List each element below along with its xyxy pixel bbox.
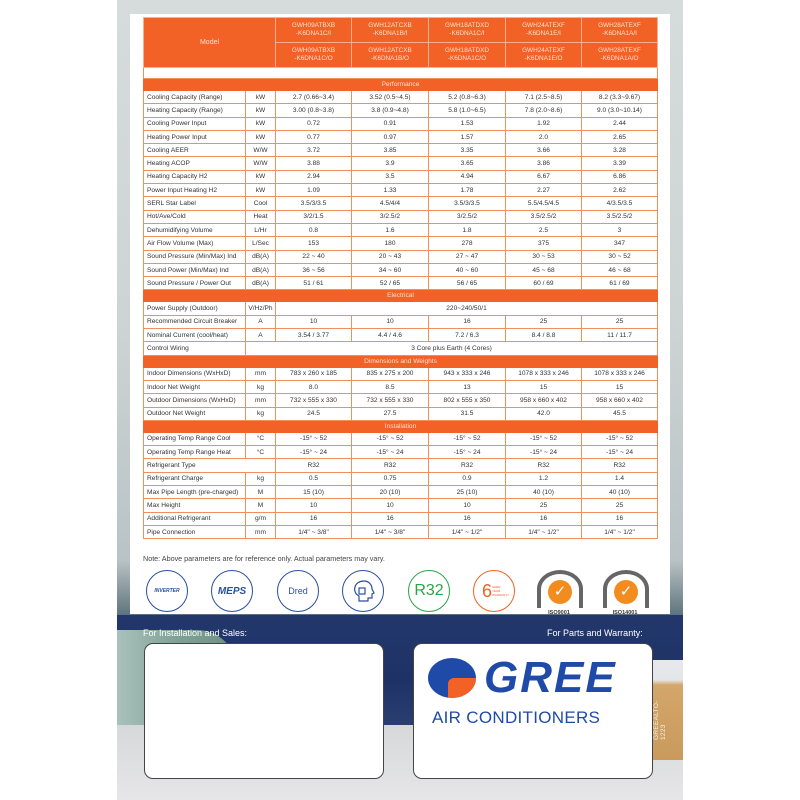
spanned-value: 220~240/50/1 [276, 302, 658, 315]
parts-warranty-label: For Parts and Warranty: [547, 628, 643, 638]
spanned-value: 3 Core plus Earth (4 Cores) [246, 342, 658, 355]
value-cell: 15 [506, 380, 582, 393]
row-label: Heating Capacity H2 [144, 170, 246, 183]
value-cell: 1.92 [506, 117, 582, 130]
table-row [144, 512, 658, 525]
value-cell: 25 [506, 499, 582, 512]
value-cell: 45.5 [582, 407, 658, 420]
value-cell: 5.5/4.5/4.5 [506, 197, 582, 210]
brochure-page [117, 0, 683, 800]
brand-logo-box [413, 643, 653, 779]
section-title: Dimensions and Weights [144, 355, 658, 367]
value-cell: 3.00 (0.8~3.8) [276, 104, 352, 117]
value-cell: 7.1 (2.5~8.5) [506, 91, 582, 104]
blank-row [144, 68, 658, 79]
value-cell: 4.5/4/4 [352, 197, 429, 210]
row-label: Heating Capacity (Range) [144, 104, 246, 117]
row-unit: dB(A) [246, 263, 276, 276]
value-cell: 783 x 260 x 185 [276, 367, 352, 380]
value-cell: 16 [506, 512, 582, 525]
value-cell: 7.2 / 6.3 [429, 329, 506, 342]
indoor-model-cell: GWH09ATBXB -K6DNA1C/I [276, 18, 352, 43]
row-label: Max Height [144, 499, 246, 512]
model-row-indoor [144, 18, 658, 43]
value-cell: 1/4" ~ 1/2" [429, 525, 506, 538]
row-label: Operating Temp Range Heat [144, 446, 246, 459]
value-cell: 13 [429, 380, 506, 393]
value-cell: 15 (10) [276, 486, 352, 499]
row-label: Sound Power (Min/Max) Ind [144, 263, 246, 276]
value-cell: 3.65 [429, 157, 506, 170]
table-row [144, 117, 658, 130]
table-row [144, 263, 658, 276]
section-title: Electrical [144, 290, 658, 302]
value-cell: 27 ~ 47 [429, 250, 506, 263]
value-cell: 2.62 [582, 184, 658, 197]
row-unit: W/W [246, 157, 276, 170]
checkmark-icon: ✓ [614, 580, 638, 604]
value-cell: 1/4" ~ 3/8" [276, 525, 352, 538]
value-cell: 8.5 [352, 380, 429, 393]
model-label: Model [144, 18, 276, 68]
row-label: Nominal Current (cool/heat) [144, 329, 246, 342]
value-cell: 10 [429, 499, 506, 512]
value-cell: 22 ~ 40 [276, 250, 352, 263]
value-cell: 3.85 [352, 144, 429, 157]
value-cell: 3.5/3/3.5 [429, 197, 506, 210]
row-unit: mm [246, 367, 276, 380]
row-unit: kW [246, 91, 276, 104]
brand-tagline: AIR CONDITIONERS [432, 708, 601, 727]
gree-logo-mark-icon [428, 658, 476, 698]
row-label: Recommended Circuit Breaker [144, 315, 246, 328]
value-cell: 1.53 [429, 117, 506, 130]
value-cell: 2.27 [506, 184, 582, 197]
row-unit: mm [246, 525, 276, 538]
value-cell: 27.5 [352, 407, 429, 420]
row-unit: °C [246, 432, 276, 445]
value-cell: 1.57 [429, 130, 506, 143]
certification-badges [143, 570, 663, 620]
table-row [144, 144, 658, 157]
row-unit: kW [246, 130, 276, 143]
value-cell: 56 / 65 [429, 277, 506, 290]
row-unit: mm [246, 394, 276, 407]
meps-icon: MEPS [211, 570, 253, 612]
outdoor-model-cell: GWH18ATDXD -K6DNA1C/O [429, 43, 506, 68]
value-cell: 31.5 [429, 407, 506, 420]
row-label: Pipe Connection [144, 525, 246, 538]
table-row [144, 197, 658, 210]
r32-icon: R32 [408, 570, 450, 612]
row-label: Indoor Net Weight [144, 380, 246, 393]
blank-cell [144, 68, 658, 79]
value-cell: 60 / 69 [506, 277, 582, 290]
row-unit: L/Hr [246, 223, 276, 236]
value-cell: 1.4 [582, 472, 658, 485]
value-cell: 46 ~ 68 [582, 263, 658, 276]
inverter-icon: INVERTER [146, 570, 188, 612]
value-cell: 16 [352, 512, 429, 525]
row-label: Cooling Capacity (Range) [144, 91, 246, 104]
smart-chip-head-icon [342, 570, 384, 612]
value-cell: 347 [582, 237, 658, 250]
row-unit: V/Hz/Ph [246, 302, 276, 315]
row-unit: kW [246, 104, 276, 117]
section-title: Performance [144, 79, 658, 91]
table-row [144, 170, 658, 183]
checkmark-icon: ✓ [548, 580, 572, 604]
value-cell: 1.09 [276, 184, 352, 197]
value-cell: R32 [429, 459, 506, 472]
value-cell: 0.97 [352, 130, 429, 143]
table-row [144, 446, 658, 459]
value-cell: 16 [429, 315, 506, 328]
table-row [144, 237, 658, 250]
table-row [144, 342, 658, 355]
value-cell: 9.0 (3.0~10.14) [582, 104, 658, 117]
row-label: Additional Refrigerant [144, 512, 246, 525]
value-cell: 3.39 [582, 157, 658, 170]
row-unit: M [246, 486, 276, 499]
value-cell: 278 [429, 237, 506, 250]
value-cell: 732 x 555 x 330 [352, 394, 429, 407]
row-unit: Cool [246, 197, 276, 210]
value-cell: 2.65 [582, 130, 658, 143]
value-cell: 40 ~ 60 [429, 263, 506, 276]
installer-contact-box [144, 643, 384, 779]
value-cell: 1.8 [429, 223, 506, 236]
table-row [144, 407, 658, 420]
row-label: Cooling Power Input [144, 117, 246, 130]
document-code: GREEALTO-1223 [653, 700, 667, 740]
value-cell: 0.5 [276, 472, 352, 485]
value-cell: 45 ~ 68 [506, 263, 582, 276]
value-cell: 1.2 [506, 472, 582, 485]
row-unit: A [246, 329, 276, 342]
value-cell: 0.8 [276, 223, 352, 236]
table-row [144, 91, 658, 104]
value-cell: 3.5/3/3.5 [276, 197, 352, 210]
value-cell: -15° ~ 52 [582, 432, 658, 445]
value-cell: 8.2 (3.3~9.67) [582, 91, 658, 104]
row-label: Refrigerant Type [144, 459, 276, 472]
table-row [144, 525, 658, 538]
indoor-model-cell: GWH12ATCXB -K6DNA1B/I [352, 18, 429, 43]
value-cell: 3.86 [506, 157, 582, 170]
value-cell: 20 (10) [352, 486, 429, 499]
value-cell: 180 [352, 237, 429, 250]
value-cell: 25 [582, 315, 658, 328]
row-label: Max Pipe Length (pre-charged) [144, 486, 246, 499]
outdoor-model-cell: GWH28ATEXF -K6DNA1A/O [582, 43, 658, 68]
table-row [144, 472, 658, 485]
value-cell: 10 [352, 315, 429, 328]
row-label: Dehumidifying Volume [144, 223, 246, 236]
value-cell: -15° ~ 24 [276, 446, 352, 459]
row-unit: kg [246, 407, 276, 420]
value-cell: 1/4" ~ 3/8" [352, 525, 429, 538]
indoor-model-cell: GWH24ATEXF -K6DNA1E/I [506, 18, 582, 43]
row-label: Operating Temp Range Cool [144, 432, 246, 445]
value-cell: -15° ~ 24 [352, 446, 429, 459]
sgs-iso9001-badge: ✓ ISO9001 [537, 570, 581, 618]
row-unit: dB(A) [246, 277, 276, 290]
row-label: Hot/Ave/Cold [144, 210, 246, 223]
row-unit: L/Sec [246, 237, 276, 250]
value-cell: 36 ~ 56 [276, 263, 352, 276]
value-cell: 1.6 [352, 223, 429, 236]
value-cell: 3.35 [429, 144, 506, 157]
value-cell: 1078 x 333 x 246 [582, 367, 658, 380]
table-row [144, 223, 658, 236]
row-label: Cooling AEER [144, 144, 246, 157]
table-row [144, 486, 658, 499]
value-cell: 3.9 [352, 157, 429, 170]
value-cell: 24.5 [276, 407, 352, 420]
row-label: Refrigerant Charge [144, 472, 246, 485]
row-label: Power Supply (Outdoor) [144, 302, 246, 315]
indoor-model-cell: GWH18ATDXD -K6DNA1C/I [429, 18, 506, 43]
specifications-table [143, 17, 658, 539]
value-cell: 3.5 [352, 170, 429, 183]
value-cell: 6.86 [582, 170, 658, 183]
value-cell: 30 ~ 52 [582, 250, 658, 263]
value-cell: 2.94 [276, 170, 352, 183]
table-row [144, 130, 658, 143]
value-cell: 2.7 (0.66~3.4) [276, 91, 352, 104]
section-header-row [144, 355, 658, 367]
value-cell: 943 x 333 x 246 [429, 367, 506, 380]
table-row [144, 302, 658, 315]
value-cell: 375 [506, 237, 582, 250]
value-cell: R32 [276, 459, 352, 472]
value-cell: R32 [352, 459, 429, 472]
row-unit: kW [246, 170, 276, 183]
value-cell: 802 x 555 x 350 [429, 394, 506, 407]
outdoor-model-cell: GWH24ATEXF -K6DNA1E/O [506, 43, 582, 68]
value-cell: 1/4" ~ 1/2" [506, 525, 582, 538]
value-cell: 30 ~ 53 [506, 250, 582, 263]
value-cell: 835 x 275 x 200 [352, 367, 429, 380]
value-cell: 16 [582, 512, 658, 525]
section-header-row [144, 79, 658, 91]
row-unit: kg [246, 472, 276, 485]
value-cell: 2.5 [506, 223, 582, 236]
value-cell: 3/2.5/2 [352, 210, 429, 223]
sgs-iso14001-badge: ✓ ISO14001 [603, 570, 647, 618]
table-row [144, 104, 658, 117]
value-cell: 0.77 [276, 130, 352, 143]
table-row [144, 367, 658, 380]
row-unit: °C [246, 446, 276, 459]
table-row [144, 277, 658, 290]
section-title: Installation [144, 420, 658, 432]
value-cell: 0.75 [352, 472, 429, 485]
value-cell: 61 / 69 [582, 277, 658, 290]
table-row [144, 315, 658, 328]
value-cell: 3.52 (0.5~4.5) [352, 91, 429, 104]
spec-card [130, 14, 670, 614]
value-cell: -15° ~ 52 [276, 432, 352, 445]
row-unit: kW [246, 117, 276, 130]
value-cell: 3/2.5/2 [429, 210, 506, 223]
value-cell: 16 [429, 512, 506, 525]
value-cell: 10 [276, 499, 352, 512]
value-cell: 3/2/1.5 [276, 210, 352, 223]
row-unit: W/W [246, 144, 276, 157]
value-cell: 10 [352, 499, 429, 512]
value-cell: 153 [276, 237, 352, 250]
value-cell: 40 (10) [582, 486, 658, 499]
row-label: Power Input Heating H2 [144, 184, 246, 197]
row-unit: A [246, 315, 276, 328]
value-cell: 6.67 [506, 170, 582, 183]
row-unit: kW [246, 184, 276, 197]
value-cell: 10 [276, 315, 352, 328]
value-cell: 3.5/2.5/2 [506, 210, 582, 223]
value-cell: 5.8 (1.0~6.5) [429, 104, 506, 117]
table-row [144, 432, 658, 445]
table-row [144, 157, 658, 170]
row-label: Indoor Dimensions (WxHxD) [144, 367, 246, 380]
value-cell: 40 (10) [506, 486, 582, 499]
dred-icon: Dred [277, 570, 319, 612]
value-cell: 1.33 [352, 184, 429, 197]
indoor-model-cell: GWH28ATEXF -K6DNA1A/I [582, 18, 658, 43]
value-cell: -15° ~ 52 [506, 432, 582, 445]
table-row [144, 250, 658, 263]
value-cell: 51 / 61 [276, 277, 352, 290]
value-cell: -15° ~ 24 [429, 446, 506, 459]
row-unit: dB(A) [246, 250, 276, 263]
value-cell: 20 ~ 43 [352, 250, 429, 263]
warranty-6-year-icon: 6 GREE YEAR WARRANTY [473, 570, 515, 612]
value-cell: -15° ~ 52 [352, 432, 429, 445]
table-row [144, 329, 658, 342]
row-label: Sound Pressure (Min/Max) Ind [144, 250, 246, 263]
value-cell: 4.4 / 4.6 [352, 329, 429, 342]
row-unit: M [246, 499, 276, 512]
row-unit: kg [246, 380, 276, 393]
installation-sales-label: For Installation and Sales: [143, 628, 248, 638]
value-cell: -15° ~ 24 [582, 446, 658, 459]
table-row [144, 210, 658, 223]
value-cell: 3 [582, 223, 658, 236]
value-cell: -15° ~ 24 [506, 446, 582, 459]
value-cell: 5.2 (0.8~6.3) [429, 91, 506, 104]
value-cell: 4.94 [429, 170, 506, 183]
value-cell: 8.0 [276, 380, 352, 393]
table-row [144, 499, 658, 512]
value-cell: 25 (10) [429, 486, 506, 499]
value-cell: 958 x 660 x 402 [582, 394, 658, 407]
outdoor-model-cell: GWH12ATCXB -K6DNA1B/O [352, 43, 429, 68]
value-cell: 42.0 [506, 407, 582, 420]
section-header-row [144, 290, 658, 302]
value-cell: 2.44 [582, 117, 658, 130]
table-row [144, 459, 658, 472]
gree-logo: GREE [428, 656, 638, 706]
table-row [144, 394, 658, 407]
value-cell: 1.78 [429, 184, 506, 197]
value-cell: 1078 x 333 x 246 [506, 367, 582, 380]
value-cell: 3.72 [276, 144, 352, 157]
value-cell: 11 / 11.7 [582, 329, 658, 342]
value-cell: 3.8 (0.9~4.8) [352, 104, 429, 117]
value-cell: 1/4" ~ 1/2" [582, 525, 658, 538]
value-cell: 15 [582, 380, 658, 393]
section-header-row [144, 420, 658, 432]
value-cell: 3.28 [582, 144, 658, 157]
table-row [144, 380, 658, 393]
value-cell: 0.72 [276, 117, 352, 130]
value-cell: 2.0 [506, 130, 582, 143]
value-cell: 25 [506, 315, 582, 328]
value-cell: 52 / 65 [352, 277, 429, 290]
value-cell: 34 ~ 60 [352, 263, 429, 276]
value-cell: 3.88 [276, 157, 352, 170]
row-label: Heating Power Input [144, 130, 246, 143]
row-label: Control Wiring [144, 342, 246, 355]
value-cell: 0.9 [429, 472, 506, 485]
row-label: SERL Star Label [144, 197, 246, 210]
disclaimer-note: Note: Above parameters are for reference only. Actual parameters may vary. [143, 554, 385, 563]
value-cell: 3.66 [506, 144, 582, 157]
row-label: Outdoor Dimensions (WxHxD) [144, 394, 246, 407]
value-cell: R32 [506, 459, 582, 472]
row-label: Outdoor Net Weight [144, 407, 246, 420]
row-unit: Heat [246, 210, 276, 223]
row-unit: g/m [246, 512, 276, 525]
table-row [144, 184, 658, 197]
value-cell: 3.54 / 3.77 [276, 329, 352, 342]
value-cell: 732 x 555 x 330 [276, 394, 352, 407]
value-cell: 0.91 [352, 117, 429, 130]
value-cell: 16 [276, 512, 352, 525]
value-cell: 25 [582, 499, 658, 512]
value-cell: 7.8 (2.0~8.6) [506, 104, 582, 117]
value-cell: 8.4 / 8.8 [506, 329, 582, 342]
value-cell: -15° ~ 52 [429, 432, 506, 445]
row-label: Air Flow Volume (Max) [144, 237, 246, 250]
row-label: Sound Pressure / Power Out [144, 277, 246, 290]
outdoor-model-cell: GWH09ATBXB -K6DNA1C/O [276, 43, 352, 68]
value-cell: 4/3.5/3.5 [582, 197, 658, 210]
value-cell: 3.5/2.5/2 [582, 210, 658, 223]
chip-head-icon [350, 578, 376, 604]
value-cell: 958 x 660 x 402 [506, 394, 582, 407]
value-cell: R32 [582, 459, 658, 472]
row-label: Heating ACOP [144, 157, 246, 170]
